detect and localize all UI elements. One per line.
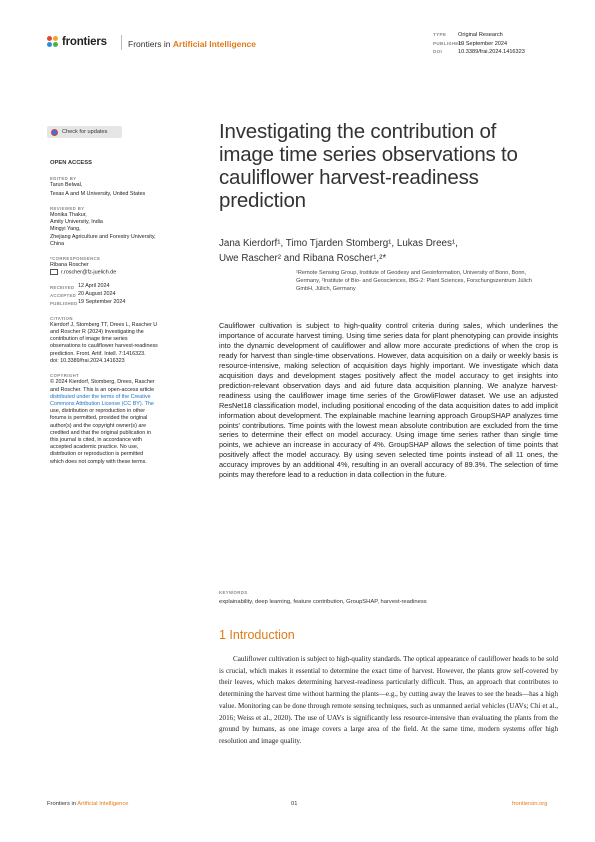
editor-name: Tarun Belwal, [50,182,83,189]
date-published [50,299,200,307]
intro-paragraph: Cauliflower cultivation is subject to high-quality standards. The optical appearance of cauliflower heads to be sold is crucial, which makes it essential to determine the exact time of harvest. However, the plants grow self-covered by their leaves, which makes determining harvest-readiness particularly difficult. Thus, an approach that contributes to determining the harvest time without harming the plants—e.g., by cutting away the leaves to see the heads—has a high value. Monitoring can be done through remote sensing techniques, such as unmanned aerial vehicles (UAVs; Chi et al., 2016; Weiss et al., 2020). The use of UAVs is significantly less resource-intensive than evaluating the plants from the ground by humans, as one image covers a large area of the field. At the same time, modern systems offer high resolution and image quality. [219,655,558,745]
date-key: RECEIVED [50,285,75,291]
meta-type-value: Original Research [458,32,503,38]
reviewer-affiliation: Zhejiang Agriculture and Forestry University, [50,233,156,240]
citation-line: observations to cauliflower harvest-readiness [50,343,158,350]
title-line: cauliflower harvest-readiness [219,166,479,189]
correspondence-email-row[interactable] [50,269,200,277]
copyright-heading: COPYRIGHT [50,373,80,379]
introduction-body [219,654,558,748]
copyright-line[interactable]: Commons Attribution License (CC BY). The [50,400,154,407]
article-title [219,120,559,212]
page-number: 01 [291,801,298,807]
keywords-heading: KEYWORDS [219,590,248,595]
article-dates [50,283,200,308]
footer-journal[interactable] [47,801,129,807]
meta-published-key: PUBLISHED [433,40,463,46]
meta-doi-value[interactable]: 10.3389/frai.2024.1416323 [458,49,525,56]
affiliation-line: ¹Remote Sensing Group, Institute of Geodesy and Geoinformation, University of Bonn, Bonn, [296,270,527,276]
section-heading: 1 Introduction [219,628,295,642]
open-access-label: OPEN ACCESS [50,160,92,166]
footer-site-link[interactable]: frontiersin.org [512,801,548,807]
copyright-line: use, distribution or reproduction in other [50,408,145,415]
date-accepted [50,291,200,299]
copyright-line: © 2024 Kierdorf, Stomberg, Drees, Rascher [50,379,155,386]
citation-line: contribution of image time series [50,336,128,343]
crossmark-icon [51,129,58,136]
frontiers-logo[interactable] [47,36,107,48]
date-value: 20 August 2024 [78,291,116,298]
meta-doi [433,48,525,57]
authors-line[interactable]: Jana Kierdorf¹, Timo Tjarden Stomberg¹, Lukas Drees¹, [219,238,458,249]
date-key: PUBLISHED [50,301,78,307]
correspondence-name: Ribana Roscher [50,262,89,269]
check-for-updates-button[interactable] [47,126,122,138]
logo-text: frontiers [62,36,107,48]
copyright-line: accepted academic practice. No use, [50,444,139,451]
affiliation-line: Germany, ²Institute of Bio- and Geosciences, IBG-2: Plant Sciences, Forschungszentrum Jülich [296,278,532,284]
date-key: ACCEPTED [50,293,77,299]
copyright-line: distribution or reproduction is permitted [50,451,144,458]
author-list [219,236,559,266]
reviewer-affiliation: China [50,240,65,247]
copyright-line: author(s) and the copyright owner(s) are [50,422,147,429]
copyright-line: this journal is cited, in accordance with [50,436,142,443]
article-meta [433,31,525,57]
abstract: Cauliflower cultivation is subject to high-quality control criteria during sales, which underlines the importance of accurate harvest timing. Using time series data for plant phenotyping can provide insights into the dynamic development of cauliflower and allow more accurate predictions of when the crop is ready for harvest than single-time observations. However, data acquisition on a daily or weekly basis is resource-intensive, making selection of acquisition days highly important. We investigate which data acquisition days and development stages positively affect the model accuracy to get insights into prediction-relevant observation days and aid future data acquisition planning. We analyze harvest-readiness using the cauliflower image time series of the GrowliFlower dataset. We use an adjusted ResNet18 classification model, including positional encoding of the data acquisition dates to add implicit information about development. The explainable machine learning approach GroupSHAP analyzes time points' contributions. Time points with the lowest mean absolute contribution are excluded from the time series to determine their effect on model accuracy. Using image time series rather than single time points, we achieve an increase in accuracy of 4%. GroupSHAP allows the selection of time points that positively affect the model accuracy. By using seven selected time points instead of all 11 ones, the accuracy improves by an additional 4%, resulting in an overall accuracy of 89.3%. The selection of time points may therefore lead to a reduction in data collection in the future. [219,321,558,480]
copyright-line: credited and that the original publication in [50,429,151,436]
citation-text [50,322,200,365]
citation-line: doi: 10.3389/frai.2024.1416323 [50,357,125,364]
meta-type-key: TYPE [433,32,447,37]
date-value: 12 April 2024 [78,283,110,290]
date-value: 19 September 2024 [78,299,126,306]
title-line: prediction [219,189,306,212]
meta-type [433,31,525,40]
correspondence-email[interactable]: r.roscher@fz-juelich.de [61,269,117,276]
copyright-line: forums is permitted, provided the original [50,415,148,422]
meta-doi-key: DOI [433,49,443,55]
correspondence-heading: *CORRESPONDENCE [50,256,101,262]
article-sidebar [50,160,200,466]
meta-published-value: 19 September 2024 [458,40,508,47]
copyright-line: and Roscher. This is an open-access article [50,386,155,393]
copyright-text [50,379,200,465]
reviewer-name: Mingyi Yang, [50,226,81,233]
header-divider [121,35,122,50]
citation-heading: CITATION [50,315,73,321]
reviewer-name: Monika Thakur, [50,212,87,219]
check-for-updates-label: Check for updates [62,129,108,135]
envelope-icon [50,269,58,275]
footer-journal-name: Artificial Intelligence [77,801,129,807]
title-line: image time series observations to [219,143,518,166]
edited-by-heading: EDITED BY [50,176,77,182]
date-received [50,283,200,291]
citation-line: Kierdorf J, Stomberg TT, Drees L, Rascher U [50,321,158,328]
footer-journal-prefix: Frontiers in [47,801,78,807]
affiliation-line: GmbH, Jülich, Germany [296,286,356,292]
copyright-line: which does not comply with these terms. [50,458,147,465]
frontiers-logo-icon [47,36,59,48]
authors-line[interactable]: Uwe Rascher² and Ribana Roscher¹,²* [219,253,387,264]
reviewed-by-heading: REVIEWED BY [50,205,85,211]
affiliations [296,269,556,293]
title-line: Investigating the contribution of [219,120,497,143]
keywords: explainability, deep learning, feature contribution, GroupSHAP, harvest-readiness [219,599,427,605]
citation-line: prediction. Front. Artif. Intell. 7:1416323. [50,350,146,357]
journal-title: Artificial Intelligence [172,39,257,49]
journal-prefix: Frontiers in [128,39,173,49]
editor-affiliation: Texas A and M University, United States [50,190,146,197]
meta-published [433,40,525,49]
citation-line: and Roscher R (2024) Investigating the [50,329,144,336]
journal-name[interactable] [128,39,256,49]
copyright-line: distributed under the terms of the Creative [50,393,151,400]
reviewer-affiliation: Amity University, India [50,219,103,226]
